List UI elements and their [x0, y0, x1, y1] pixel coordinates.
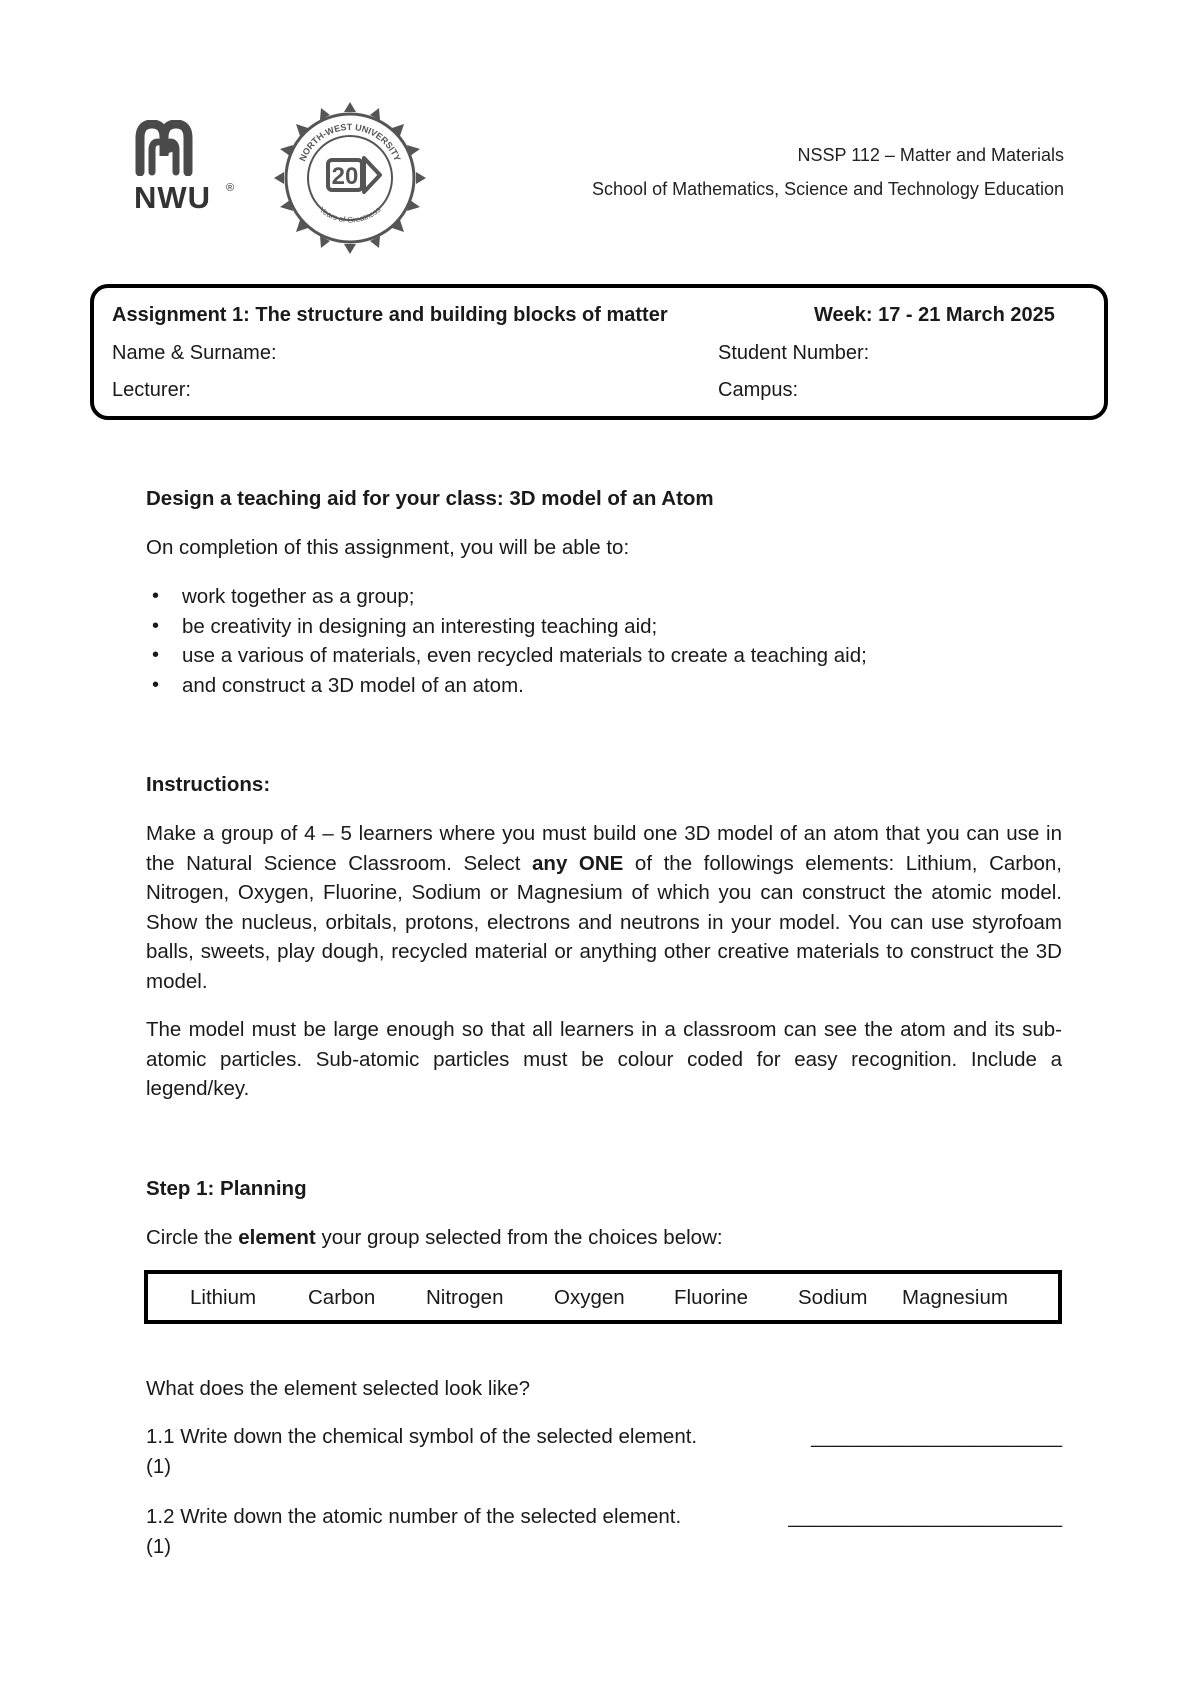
- name-surname-label: Name & Surname:: [112, 342, 277, 364]
- answer-blank[interactable]: ________________________: [788, 1505, 1062, 1528]
- list-item: • use a various of materials, even recycled materials to create a teaching aid;: [146, 641, 1062, 671]
- list-item: • work together as a group;: [146, 582, 1062, 612]
- svg-text:Years of Greatness: [318, 205, 383, 225]
- question-marks: (1): [146, 1455, 172, 1478]
- student-number-label: Student Number:: [718, 342, 870, 364]
- campus-label: Campus:: [718, 379, 799, 401]
- instructions-heading: Instructions:: [146, 773, 271, 796]
- element-choice[interactable]: Fluorine: [674, 1286, 749, 1309]
- circle-instruction: Circle the element your group selected from the choices below:: [146, 1226, 723, 1249]
- list-item: • and construct a 3D model of an atom.: [146, 671, 1062, 701]
- question-1-1: 1.1 Write down the chemical symbol of the selected element. ______________________ (1): [146, 1422, 1062, 1482]
- assignment-week: Week: 17 - 21 March 2025: [814, 304, 1055, 326]
- seal-bottom-text: Years of Greatness: [317, 205, 383, 225]
- seal-top-text: NORTH-WEST UNIVERSITY: [297, 121, 403, 163]
- element-choice[interactable]: Oxygen: [554, 1286, 625, 1309]
- question-marks: (1): [146, 1535, 172, 1558]
- lecturer-label: Lecturer:: [112, 379, 191, 401]
- intro-lead: On completion of this assignment, you will be able to:: [146, 536, 630, 559]
- question-intro: What does the element selected look like?: [146, 1377, 531, 1400]
- anniversary-seal-icon: [272, 100, 428, 256]
- seal-number: 20: [331, 163, 359, 190]
- answer-blank[interactable]: ______________________: [811, 1425, 1062, 1448]
- assignment-title: Assignment 1: The structure and building blocks of matter: [112, 304, 668, 326]
- list-item: • be creativity in designing an interesting teaching aid;: [146, 612, 1062, 642]
- instructions-paragraph-1: Make a group of 4 – 5 learners where you must build one 3D model of an atom that you can use in the Natural Science Classroom. Select any ONE of the followings elements: Lithium, Carbon, Nitrogen, Oxygen, Fluorine, Sodium or Magnesium of which you can construct the atomic model. Show the nucleus, orbitals, protons, electrons and neutrons in your model. You can use styrofoam balls, sweets, play dough, recycled material or anything other creative materials to construct the 3D model.: [146, 822, 1062, 993]
- element-choice[interactable]: Nitrogen: [426, 1286, 504, 1309]
- element-choice[interactable]: Carbon: [308, 1286, 376, 1309]
- intro-heading: Design a teaching aid for your class: 3D model of an Atom: [146, 487, 714, 510]
- element-choices-table: [144, 1270, 1062, 1324]
- assignment-info-box: [90, 284, 1108, 420]
- element-choice[interactable]: Sodium: [798, 1286, 868, 1309]
- outcomes-list: [146, 582, 1062, 700]
- school-name: School of Mathematics, Science and Technology Education: [592, 179, 1064, 199]
- step1-heading: Step 1: Planning: [146, 1177, 307, 1200]
- question-1-2: 1.2 Write down the atomic number of the selected element. ________________________ (1): [146, 1502, 1062, 1562]
- element-choice[interactable]: Magnesium: [902, 1286, 1008, 1309]
- element-choice[interactable]: Lithium: [190, 1286, 257, 1309]
- logo-wordmark: NWU ®: [134, 180, 236, 215]
- course-title: NSSP 112 – Matter and Materials: [797, 145, 1064, 165]
- instructions-paragraph-2: The model must be large enough so that all learners in a classroom can see the atom and its sub-atomic particles. Sub-atomic particles must be colour coded for easy recognition. Include a legend/key.: [146, 1018, 1062, 1100]
